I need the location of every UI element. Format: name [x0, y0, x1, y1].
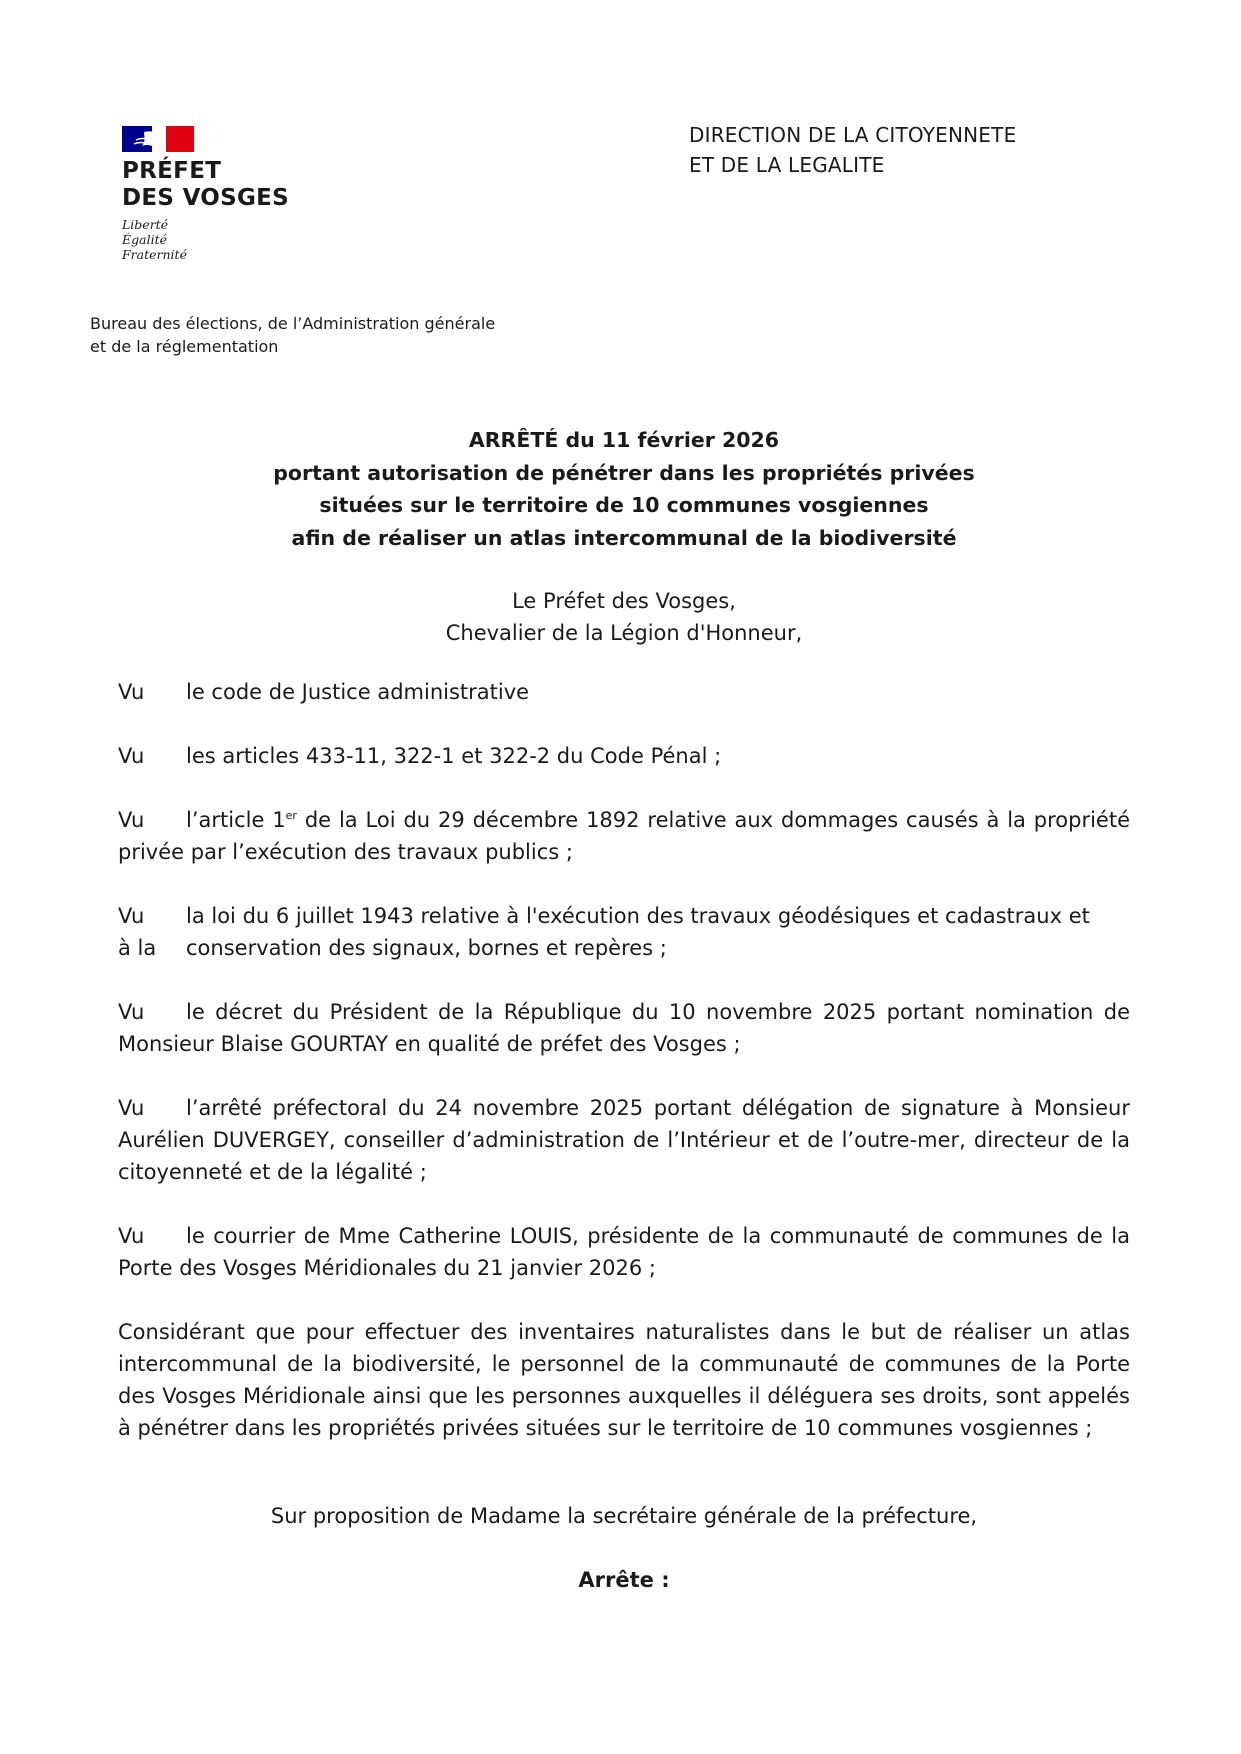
visa-text: l’arrêté préfectoral du 24 novembre 2025 portant délégation de signature à Monsieur Aurélien DUVERGEY, conseiller d’administration de l’Intérieur et de l’outre-mer, directeur de la citoyenneté et de la légalité ; [118, 1096, 1130, 1184]
proposition-line: Sur proposition de Madame la secrétaire générale de la préfecture, [270, 1504, 978, 1528]
motto-egalite: Égalité [122, 232, 167, 247]
bureau-line2: et de la réglementation [90, 337, 279, 356]
vu-label: Vu [118, 1096, 145, 1120]
visa-superscript: er [285, 809, 297, 822]
visa-text: conservation des signaux, bornes et repères ; [186, 936, 667, 960]
visa-text-end: de la Loi du 29 décembre 1892 relative aux dommages causés à la propriété privée par l’exécution des travaux publics ; [118, 808, 1131, 864]
motto-fraternite: Fraternité [122, 247, 187, 262]
vu-label: Vu [118, 744, 145, 768]
visa-5 [118, 996, 1130, 1060]
arrete-heading: Arrête : [578, 1568, 670, 1592]
visa-4-line1 [118, 900, 1130, 932]
vu-label: Vu [118, 680, 145, 704]
prefet-line1: Le Préfet des Vosges, [512, 589, 736, 613]
decree-title-line4: afin de réaliser un atlas intercommunal de la biodiversité [291, 525, 957, 550]
logo-title-line1: PRÉFET [122, 158, 222, 184]
visa-6 [118, 1092, 1130, 1188]
vu-label: Vu [118, 808, 145, 832]
logo-title [122, 158, 322, 212]
visa-4-line2 [118, 932, 1130, 964]
decree-title-line1: ARRÊTÉ du 11 février 2026 [468, 428, 780, 452]
visa-4 [118, 900, 1130, 964]
direction-header [689, 120, 1016, 180]
direction-line2: ET DE LA LEGALITE [689, 153, 885, 177]
visa-text: les articles 433-11, 322-1 et 322-2 du Code Pénal ; [186, 744, 722, 768]
marianne-flag-icon [122, 126, 194, 152]
republic-motto [122, 217, 322, 262]
visa-text: le code de Justice administrative [186, 680, 530, 704]
direction-line1: DIRECTION DE LA CITOYENNETE [689, 123, 1017, 147]
prefet-intro [118, 585, 1130, 649]
bureau-header [90, 312, 495, 358]
vu-label: Vu [118, 1224, 145, 1248]
decree-title [118, 424, 1130, 554]
visa-text: le décret du Président de la République du 10 novembre 2025 portant nomination de Monsieur Blaise GOURTAY en qualité de préfet des Vosges ; [118, 1000, 1130, 1056]
vu-label: Vu [118, 1000, 145, 1024]
visa-text: la loi du 6 juillet 1943 relative à l'exécution des travaux géodésiques et cadastraux et [186, 904, 1090, 928]
visa-text: le courrier de Mme Catherine LOUIS, présidente de la communauté de communes de la Porte des Vosges Méridionales du 21 janvier 2026 ; [118, 1224, 1130, 1280]
prefecture-logo [122, 126, 322, 262]
decree-title-line3: situées sur le territoire de 10 communes vosgiennes [319, 493, 929, 517]
visa-3 [118, 804, 1130, 868]
vu-label: Vu [118, 904, 145, 928]
logo-title-line2: DES VOSGES [122, 185, 290, 211]
visa-1 [118, 676, 1130, 708]
decree-title-line2: portant autorisation de pénétrer dans les propriétés privées [273, 460, 975, 485]
considerant-paragraph: Considérant que pour effectuer des inventaires naturalistes dans le but de réaliser un atlas intercommunal de la biodiversité, le personnel de la communauté de communes de la Porte des Vosges Méridionale ainsi que les personnes auxquelles il déléguera ses droits, sont appelés à pénétrer dans les propriétés privées situées sur le territoire de 10 communes vosgiennes ; [118, 1320, 1130, 1440]
bureau-line1: Bureau des élections, de l’Administration générale [90, 314, 496, 333]
visa-text-start: l’article 1 [186, 808, 286, 832]
motto-liberte: Liberté [122, 217, 169, 232]
prefet-line2: Chevalier de la Légion d'Honneur, [445, 621, 803, 645]
visa-2 [118, 740, 1130, 772]
visa-prefix: à la [118, 936, 157, 960]
visa-7 [118, 1220, 1130, 1284]
